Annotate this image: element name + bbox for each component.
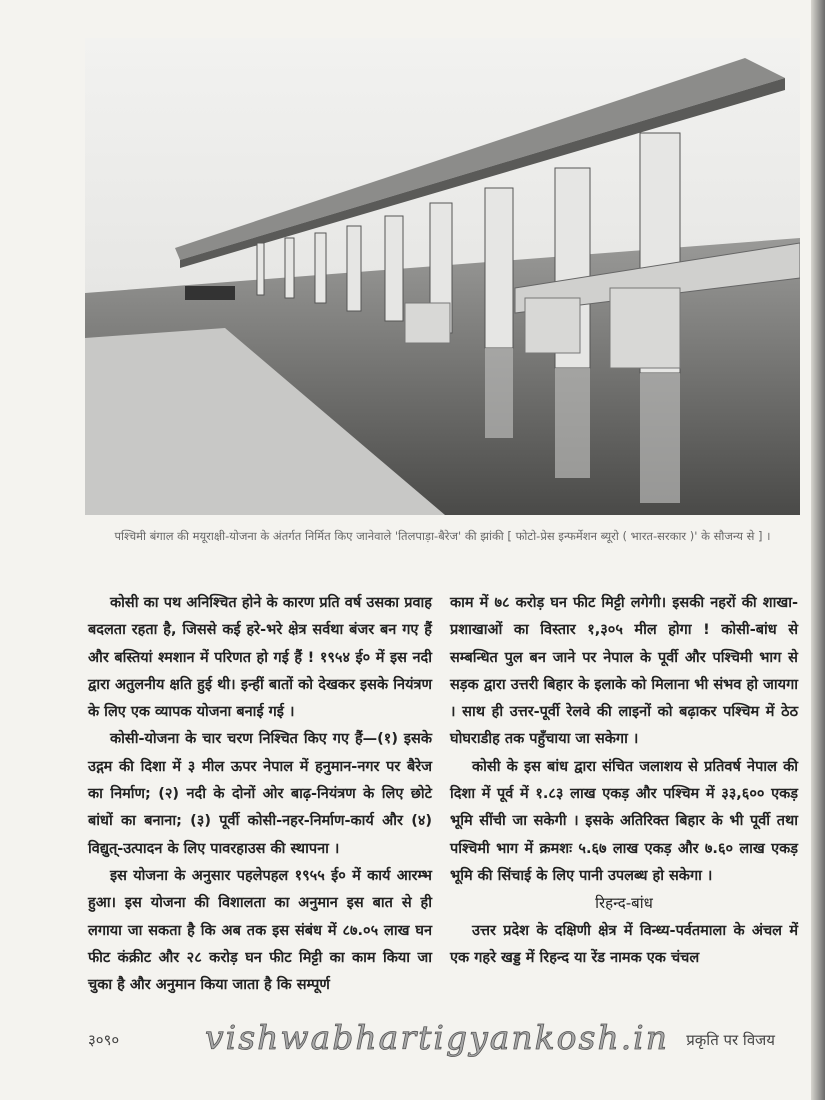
right-column [450,590,798,972]
paragraph: कोसी-योजना के चार चरण निश्चित किए गए हैं—(१) इसके उद्गम की दिशा में ३ मील ऊपर नेपाल में हनुमान-नगर पर बैरेज का निर्माण; (२) नदी के दोनों ओर बाढ़-नियंत्रण के लिए छोटे बांधों का बनाना; (३) पूर्वी कोसी-नहर-निर्माण-कार्य और (४) विद्युत्-उत्पादन के लिए पावरहाउस की स्थापना । [88,731,432,857]
paragraph: इस योजना के अनुसार पहलेपहल १९५५ ई० में कार्य आरम्भ हुआ। इस योजना की विशालता का अनुमान इस बात से ही लगाया जा सकता है कि अब तक इस संबंध में ८७.०५ लाख घन फीट कंक्रीट और २८ करोड़ घन फीट मिट्टी का काम किया जा चुका है और अनुमान किया जाता है कि सम्पूर्ण [88,867,432,994]
photo-caption: पश्चिमी बंगाल की मयूराक्षी-योजना के अंतर्गत निर्मित किए जानेवाले 'तिलपाड़ा-बैरेज' की झांकी [ फोटो-प्रेस इन्फर्मेशन ब्यूरो ( भारत-सरकार )' के सौजन्य से ] । [114,529,771,543]
watermark: vishwabhartigyankosh.in [205,1018,669,1057]
section-heading: रिहन्द-बांध [595,894,653,913]
paragraph: कोसी के इस बांध द्वारा संचित जलाशय से प्रतिवर्ष नेपाल की दिशा में पूर्व में १.८३ लाख एकड़ और पश्चिम में ३३,६०० एकड़ भूमि सींची जा सकेगी । इसके अतिरिक्त बिहार के भी पूर्वी तथा पश्चिमी भाग में क्रमशः ५.६७ लाख एकड़ और ७.६० लाख एकड़ भूमि की सिंचाई के लिए पानी उपलब्ध हो सकेगा । [450,758,798,884]
running-title: प्रकृति पर विजय [686,1031,775,1049]
left-column [88,590,432,999]
book-binding-edge [811,0,825,1100]
paragraph: कोसी का पथ अनिश्चित होने के कारण प्रति वर्ष उसका प्रवाह बदलता रहता है, जिससे कई हरे-भरे क्षेत्र सर्वथा बंजर बन गए हैं और बस्तियां श्मशान में परिणत हो गई हैं ! १९५४ ई० में इस नदी द्वारा अतुलनीय क्षति हुई थी। इन्हीं बातों को देखकर इसके नियंत्रण के लिए एक व्यापक योजना बनाई गई । [88,595,432,721]
paragraph: काम में ७८ करोड़ घन फीट मिट्टी लगेगी। इसकी नहरों की शाखा-प्रशाखाओं का विस्तार १,३०५ मील होगा ! कोसी-बांध से सम्बन्धित पुल बन जाने पर नेपाल के पूर्वी और पश्चिमी भाग से सड़क द्वारा उत्तरी बिहार के इलाके को मिलाना भी संभव हो जायगा । साथ ही उत्तर-पूर्वी रेलवे की लाइनों को बढ़ाकर पश्चिम में ठेठ घोघराडीह तक पहुँचाया जा सकेगा । [450,595,798,748]
page-number: ३०९० [88,1031,120,1049]
bridge-barrage-photo [85,38,800,515]
paragraph: उत्तर प्रदेश के दक्षिणी क्षेत्र में विन्ध्य-पर्वतमाला के अंचल में एक गहरे खड्ड में रिहन्द या रेंड नामक एक चंचल [450,922,798,966]
